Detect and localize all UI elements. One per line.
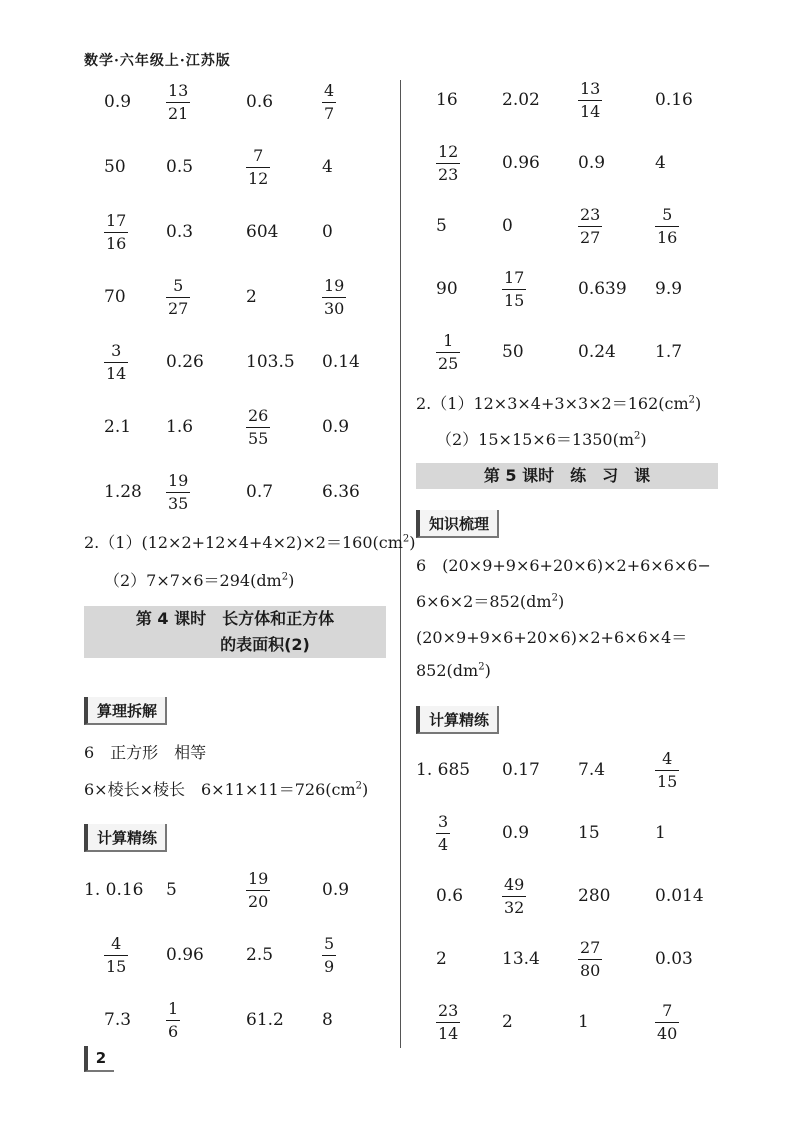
fraction [655, 750, 679, 790]
fraction [322, 277, 346, 317]
fraction [166, 82, 190, 122]
fraction-answer [655, 742, 679, 798]
numerator: 5 [324, 933, 335, 953]
fraction [166, 277, 190, 317]
fraction-answer [166, 269, 190, 325]
answer-value: 280 [578, 886, 611, 906]
answer-value: 0.17 [502, 760, 540, 780]
answer-value: 0.9 [104, 92, 132, 112]
answer-value: 2 [502, 1012, 513, 1032]
numerator: 27 [580, 937, 601, 957]
suanli-line-2 [84, 777, 368, 800]
zhishi-line-2 [416, 589, 564, 612]
equation-text: ) [362, 780, 369, 799]
numerator: 12 [438, 141, 459, 161]
numerator: 17 [106, 210, 127, 230]
denominator: 20 [248, 891, 269, 911]
answer-value: 2.1 [104, 417, 132, 437]
answer-value: 7.3 [104, 1010, 132, 1030]
numerator: 5 [662, 204, 673, 224]
answer-value: 7.4 [578, 760, 606, 780]
fraction [322, 935, 336, 975]
denominator: 15 [106, 956, 127, 976]
answer-value: 0.96 [166, 945, 204, 965]
fraction-answer [578, 198, 602, 254]
fraction-answer [436, 324, 460, 380]
answer-value: 0.24 [578, 342, 616, 362]
page-number: 2 [84, 1046, 114, 1072]
right-jisuan-jinglian-tag: 计算精练 [416, 706, 499, 734]
fraction-answer [104, 204, 128, 260]
denominator: 15 [504, 290, 525, 310]
numerator: 19 [248, 868, 269, 888]
numerator: 23 [438, 1000, 459, 1020]
denominator: 25 [438, 353, 459, 373]
numerator: 1 [168, 998, 179, 1018]
suanli-line-1: 6 正方形 相等 [84, 743, 207, 762]
answer-value: 0.9 [578, 153, 606, 173]
fraction-answer [436, 135, 460, 191]
answer-value: 1.7 [655, 342, 683, 362]
fraction-answer [502, 261, 526, 317]
answer-value: 4 [322, 157, 333, 177]
denominator: 16 [106, 233, 127, 253]
answer-value: 103.5 [246, 352, 295, 372]
fraction [104, 342, 128, 382]
answer-value: 1. 685 [416, 760, 471, 780]
denominator: 80 [580, 960, 601, 980]
fraction-answer [104, 334, 128, 390]
denominator: 7 [324, 103, 335, 123]
fraction [166, 1000, 180, 1040]
numerator: 4 [111, 933, 122, 953]
denominator: 21 [168, 103, 189, 123]
superscript: 2 [355, 780, 362, 792]
fraction-answer [322, 927, 336, 983]
left-q2-line-1 [84, 530, 416, 553]
equation-text: 2.（1）(12×2+12×4+4×2)×2＝160(cm [84, 533, 403, 552]
answer-value: 15 [578, 823, 600, 843]
zhishi-line-4 [416, 661, 491, 680]
answer-value: 90 [436, 279, 458, 299]
fraction [436, 1002, 460, 1042]
fraction-answer [655, 994, 679, 1050]
numerator: 4 [324, 80, 335, 100]
fraction [436, 813, 450, 853]
answer-value: 0.7 [246, 482, 274, 502]
answer-value: 1 [578, 1012, 589, 1032]
column-divider [400, 80, 401, 1048]
fraction [502, 269, 526, 309]
left-q2-line-2 [104, 568, 294, 591]
answer-value: 0.26 [166, 352, 204, 372]
answer-value: 0.014 [655, 886, 704, 906]
answer-value: 13.4 [502, 949, 540, 969]
numerator: 26 [248, 405, 269, 425]
numerator: 7 [253, 145, 264, 165]
numerator: 13 [168, 80, 189, 100]
answer-value: 2 [436, 949, 447, 969]
numerator: 19 [324, 275, 345, 295]
answer-value: 0 [322, 222, 333, 242]
fraction-answer [246, 399, 270, 455]
fraction-answer [655, 198, 679, 254]
answer-value: 0 [502, 216, 513, 236]
fraction [655, 206, 679, 246]
superscript: 2 [634, 430, 641, 442]
equation-text: 6×6×2＝852(dm [416, 592, 552, 611]
fraction-answer [322, 74, 336, 130]
lesson-4-banner [84, 606, 386, 658]
right-q2-line-1 [416, 391, 701, 414]
equation-text: 2.（1）12×3×4+3×3×2＝162(cm [416, 394, 689, 413]
answer-value: 0.9 [502, 823, 530, 843]
equation-text: （2）7×7×6＝294(dm [104, 571, 282, 590]
answer-value: 9.9 [655, 279, 683, 299]
fraction-answer [166, 74, 190, 130]
answer-value: 5 [436, 216, 447, 236]
answer-value: 2.02 [502, 90, 540, 110]
equation-text: ) [640, 430, 647, 449]
denominator: 12 [248, 168, 269, 188]
answer-value: 0.6 [436, 886, 464, 906]
fraction-answer [502, 868, 526, 924]
numerator: 23 [580, 204, 601, 224]
denominator: 15 [657, 771, 678, 791]
numerator: 4 [662, 748, 673, 768]
numerator: 3 [438, 811, 449, 831]
fraction-answer [246, 139, 270, 195]
fraction [655, 1002, 679, 1042]
fraction [246, 407, 270, 447]
left-jisuan-jinglian-tag: 计算精练 [84, 824, 167, 852]
denominator: 23 [438, 164, 459, 184]
fraction [578, 206, 602, 246]
superscript: 2 [281, 571, 289, 583]
answer-value: 1 [655, 823, 666, 843]
numerator: 1 [443, 330, 454, 350]
answer-value: 50 [502, 342, 524, 362]
answer-value: 604 [246, 222, 279, 242]
superscript: 2 [551, 592, 558, 604]
answer-value: 0.639 [578, 279, 627, 299]
answer-value: 5 [166, 880, 177, 900]
numerator: 19 [168, 470, 189, 490]
fraction [104, 935, 128, 975]
answer-value: 70 [104, 287, 126, 307]
fraction-answer [166, 992, 180, 1048]
answer-value: 1.28 [104, 482, 142, 502]
zhishi-shuli-tag: 知识梳理 [416, 510, 499, 538]
fraction-answer [436, 994, 460, 1050]
fraction [246, 870, 270, 910]
numerator: 49 [504, 874, 525, 894]
fraction-answer [322, 269, 346, 325]
denominator: 32 [504, 897, 525, 917]
fraction [246, 147, 270, 187]
equation-text: 6×棱长×棱长 6×11×11＝726(cm [84, 780, 356, 799]
equation-text: ) [288, 571, 295, 590]
equation-text: ) [484, 661, 491, 680]
answer-value: 8 [322, 1010, 333, 1030]
lesson-4-title-line-2: 的表面积(2) [220, 635, 310, 654]
answer-value: 4 [655, 153, 666, 173]
answer-value: 2 [246, 287, 257, 307]
answer-value: 0.9 [322, 880, 350, 900]
denominator: 14 [438, 1023, 459, 1043]
lesson-4-title-line-1: 第 4 课时 长方体和正方体 [135, 609, 335, 628]
superscript: 2 [402, 533, 410, 545]
fraction-answer [166, 464, 190, 520]
lesson-5-banner: 第 5 课时 练 习 课 [416, 463, 718, 489]
answer-value: 6.36 [322, 482, 360, 502]
fraction-answer [578, 931, 602, 987]
answer-value: 50 [104, 157, 126, 177]
fraction-answer [246, 862, 270, 918]
answer-value: 0.3 [166, 222, 194, 242]
equation-text: ) [695, 394, 702, 413]
answer-value: 0.14 [322, 352, 360, 372]
fraction [166, 472, 190, 512]
numerator: 5 [173, 275, 184, 295]
denominator: 30 [324, 298, 345, 318]
answer-value: 61.2 [246, 1010, 284, 1030]
numerator: 7 [662, 1000, 673, 1020]
equation-text: （2）15×15×6＝1350(m [436, 430, 635, 449]
denominator: 14 [580, 101, 601, 121]
answer-value: 2.5 [246, 945, 274, 965]
denominator: 35 [168, 493, 189, 513]
fraction [436, 332, 460, 372]
numerator: 13 [580, 78, 601, 98]
answer-value: 0.96 [502, 153, 540, 173]
denominator: 55 [248, 428, 269, 448]
answer-value: 0.5 [166, 157, 194, 177]
numerator: 3 [111, 340, 122, 360]
equation-text: ) [409, 533, 416, 552]
answer-value: 0.16 [655, 90, 693, 110]
suanli-chaijie-tag: 算理拆解 [84, 697, 167, 725]
superscript: 2 [688, 394, 696, 406]
denominator: 14 [106, 363, 127, 383]
denominator: 4 [438, 834, 449, 854]
fraction [578, 939, 602, 979]
fraction [502, 876, 526, 916]
denominator: 27 [168, 298, 189, 318]
superscript: 2 [478, 661, 485, 673]
page-header: 数学·六年级上·江苏版 [84, 53, 231, 69]
right-q2-line-2 [436, 427, 647, 450]
answer-value: 16 [436, 90, 458, 110]
equation-text: ) [557, 592, 565, 611]
denominator: 9 [324, 956, 335, 976]
fraction [578, 80, 602, 120]
answer-value: 0.6 [246, 92, 274, 112]
denominator: 27 [580, 227, 601, 247]
zhishi-line-1: 6 (20×9+9×6+20×6)×2+6×6×6− [416, 556, 711, 575]
answer-value: 1. 0.16 [84, 880, 144, 900]
fraction [104, 212, 128, 252]
fraction-answer [578, 72, 602, 128]
zhishi-line-3: (20×9+9×6+20×6)×2+6×6×4＝ [416, 628, 688, 647]
denominator: 6 [168, 1021, 179, 1041]
equation-text: 852(dm [416, 661, 479, 680]
numerator: 17 [504, 267, 525, 287]
fraction-answer [104, 927, 128, 983]
answer-value: 0.03 [655, 949, 693, 969]
denominator: 16 [657, 227, 678, 247]
answer-value: 0.9 [322, 417, 350, 437]
denominator: 40 [657, 1023, 678, 1043]
fraction [436, 143, 460, 183]
fraction-answer [436, 805, 450, 861]
answer-value: 1.6 [166, 417, 194, 437]
fraction [322, 82, 336, 122]
